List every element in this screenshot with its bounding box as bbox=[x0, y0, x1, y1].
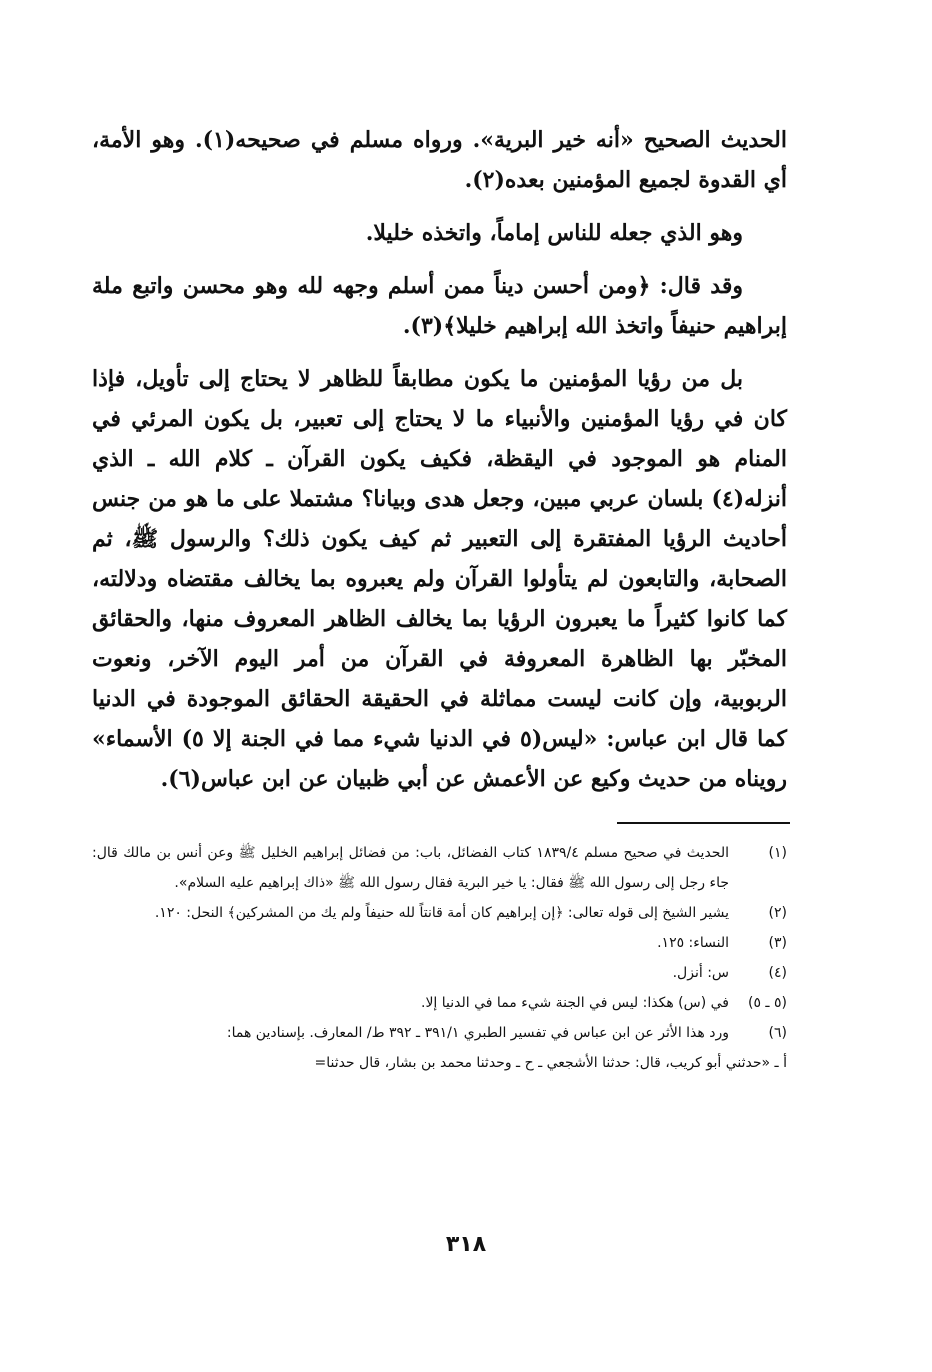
footnote-number: (٢) bbox=[768, 905, 787, 921]
footnote-text: يشير الشيخ إلى قوله تعالى: ﴿إن إبراهيم كان أمة قانتاً لله حنيفاً ولم يك من المشركين﴾ النحل: ١٢٠. bbox=[154, 905, 729, 921]
footnote-text: ورد هذا الأثر عن ابن عباس في تفسير الطبري ٣٩١/١ ـ ٣٩٢ ط/ المعارف. بإسنادين هما: bbox=[226, 1025, 729, 1041]
main-text bbox=[92, 120, 787, 799]
footnote-text: النساء: ١٢٥. bbox=[657, 935, 729, 951]
footnote-5 bbox=[92, 988, 787, 1018]
footnotes bbox=[92, 838, 787, 1078]
footnote-number: (٣) bbox=[768, 935, 787, 951]
paragraph-2: وهو الذي جعله للناس إماماً، واتخذه خليلا. bbox=[365, 220, 743, 246]
footnote-text: س: أنزل. bbox=[672, 965, 729, 981]
paragraph-1: الحديث الصحيح «أنه خير البرية». ورواه مسلم في صحيحه(١). وهو الأمة، أي القدوة لجميع المؤمنين بعده(٢). bbox=[92, 127, 787, 193]
footnote-3 bbox=[92, 928, 787, 958]
page-number: ٣١٨ bbox=[445, 1232, 487, 1257]
paragraph-4: بل من رؤيا المؤمنين ما يكون مطابقاً للظاهر لا يحتاج إلى تأويل، فإذا كان في رؤيا المؤمنين والأنبياء ما لا يحتاج إلى تعبير، بل يكون المرئي في المنام هو الموجود في اليقظة، فكيف يكون القرآن ـ كلام الله ـ الذي أنزله(٤) بلسان عربي مبين، وجعل هدى وبيانا؟ مشتملا على ما هو من جنس أحاديث الرؤيا المفتقرة إلى التعبير ثم كيف يكون ذلك؟ والرسول ﷺ، ثم الصحابة، والتابعون لم يتأولوا القرآن ولم يعبروه بما يخالف مقتضاه ودلالته، كما كانوا كثيراً ما يعبرون الرؤيا بما يخالف الظاهر المعروف منها، والحقائق المخبّر بها الظاهرة المعروفة في القرآن من أمر اليوم الآخر، ونعوت الربوبية، وإن كانت ليست مماثلة في الحقيقة الحقائق الموجودة في الدنيا كما قال ابن عباس: «ليس(٥ في الدنيا شيء مما في الجنة إلا ٥) الأسماء» رويناه من حديث وكيع عن الأعمش عن أبي ظبيان عن ابن عباس(٦). bbox=[92, 366, 788, 792]
footnote-separator bbox=[617, 822, 790, 824]
footnote-continuation: أ ـ «حدثني أبو كريب، قال: حدثنا الأشجعي ـ ح ـ وحدثنا محمد بن بشار، قال حدثنا= bbox=[314, 1055, 787, 1071]
footnote-4 bbox=[92, 958, 787, 988]
footnote-2 bbox=[92, 898, 787, 928]
footnote-text: الحديث في صحيح مسلم ١٨٣٩/٤ كتاب الفضائل، باب: من فضائل إبراهيم الخليل ﷺ وعن أنس بن مالك قال: جاء رجل إلى رسول الله ﷺ فقال: يا خير البرية فقال رسول الله ﷺ «ذاك إبراهيم عليه السلام». bbox=[92, 845, 729, 891]
footnote-text: في (س) هكذا: ليس في الجنة شيء مما في الدنيا إلا. bbox=[421, 995, 729, 1011]
footnote-number: (١) bbox=[768, 845, 787, 861]
footnote-number: (٥ ـ ٥) bbox=[747, 995, 787, 1011]
footnote-number: (٦) bbox=[768, 1025, 787, 1041]
paragraph-3: وقد قال: ﴿ومن أحسن ديناً ممن أسلم وجهه لله وهو محسن واتبع ملة إبراهيم حنيفاً واتخذ الله إبراهيم خليلا﴾(٣). bbox=[92, 273, 787, 339]
footnote-1 bbox=[92, 838, 787, 898]
footnote-number: (٤) bbox=[768, 965, 787, 981]
footnote-6 bbox=[92, 1018, 787, 1048]
